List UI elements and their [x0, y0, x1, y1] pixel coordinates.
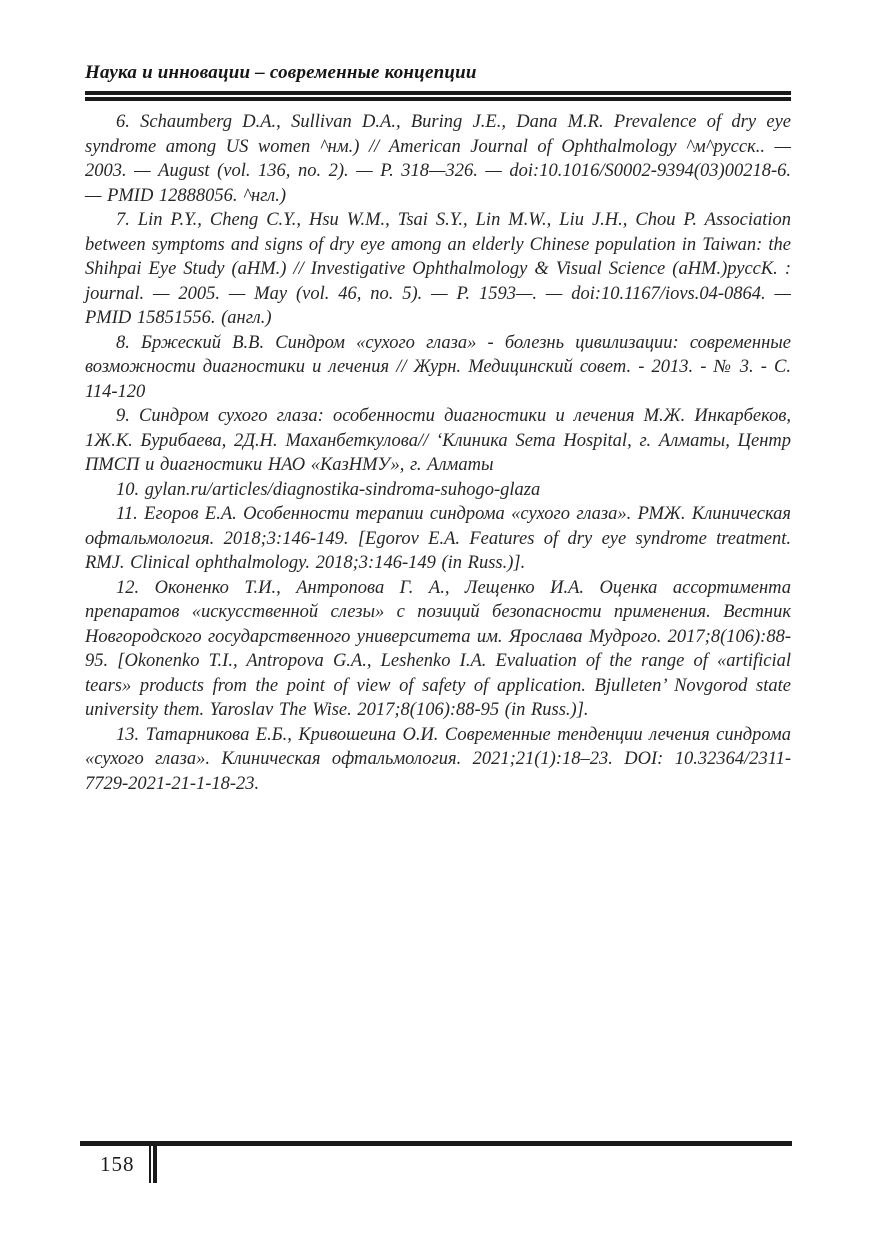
reference-item-7: 7. Lin P.Y., Cheng C.Y., Hsu W.M., Tsai S.Y., Lin M.W., Liu J.H., Chou P. Association between symptoms and signs of dry eye among an elderly Chinese population in Taiwan: the Shihpai Eye Study (aHM.) // Investigative Ophthalmology & Visual Science (aHM.)руссК. : journal. — 2005. — May (vol. 46, no. 5). — P. 1593—. — doi:10.1167/iovs.04-0864. — PMID 15851556. (англ.) [85, 210, 791, 328]
reference-item-8: 8. Бржеский В.В. Синдром «сухого глаза» - болезнь цивилизации: современные возможности диагностики и лечения // Журн. Медицинский совет. - 2013. - № 3. - С. 114-120 [85, 332, 791, 402]
reference-item-9: 9. Синдром сухого глаза: особенности диагностики и лечения М.Ж. Инкарбеков, 1Ж.К. Бурибаева, 2Д.Н. Маханбеткулова// ‘Клиника Sema Hospital, г. Алматы, Центр ПМСП и диагностики НАО «КазНМУ», г. Алматы [85, 406, 791, 475]
page-number: 158 [100, 1152, 135, 1176]
footer-row [80, 1146, 792, 1186]
reference-item-12: 12. Оконенко Т.И., Антропова Г. А., Лещенко И.А. Оценка ассортимента препаратов «искусственной слезы» с позиций безопасности применения. Вестник Новгородского государственного университета им. Ярослава Мудрого. 2017;8(106):88-95. [Okonenko T.I., Antropova G.A., Leshenko I.A. Evaluation of the range of «artificial tears» products from the point of view of safety of application. Bjulleten’ Novgorod state university them. Yaroslav The Wise. 2017;8(106):88-95 (in Russ.)]. [85, 577, 791, 720]
page-footer [80, 1141, 792, 1186]
header-double-rule [85, 91, 791, 101]
reference-list [85, 110, 791, 796]
reference-item-11: 11. Егоров Е.А. Особенности терапии синдрома «сухого глаза». РМЖ. Клиническая офтальмология. 2018;3:146-149. [Egorov E.A. Features of dry eye syndrome treatment. RMJ. Clinical ophthalmology. 2018;3:146-149 (in Russ.)]. [85, 504, 791, 573]
reference-item-6: 6. Schaumberg D.A., Sullivan D.A., Buring J.E., Dana M.R. Prevalence of dry eye syndrome among US women ^нм.) // American Journal of Ophthalmology ^м^русск.. — 2003. — August (vol. 136, no. 2). — P. 318—326. — doi:10.1016/S0002-9394(03)00218-6. — PMID 12888056. ^нгл.) [85, 112, 791, 206]
reference-item-13: 13. Татарникова Е.Б., Кривошеина О.И. Современные тенденции лечения синдрома «сухого глаза». Клиническая офтальмология. 2021;21(1):18–23. DOI: 10.32364/2311-7729-2021-21-1-18-23. [85, 724, 791, 794]
running-header-title: Наука и инновации – современные концепции [85, 62, 477, 83]
footer-double-bar [149, 1146, 157, 1183]
page-content [85, 62, 791, 796]
reference-item-10: 10. gylan.ru/articles/diagnostika-sindroma-suhogo-glaza [116, 479, 541, 500]
